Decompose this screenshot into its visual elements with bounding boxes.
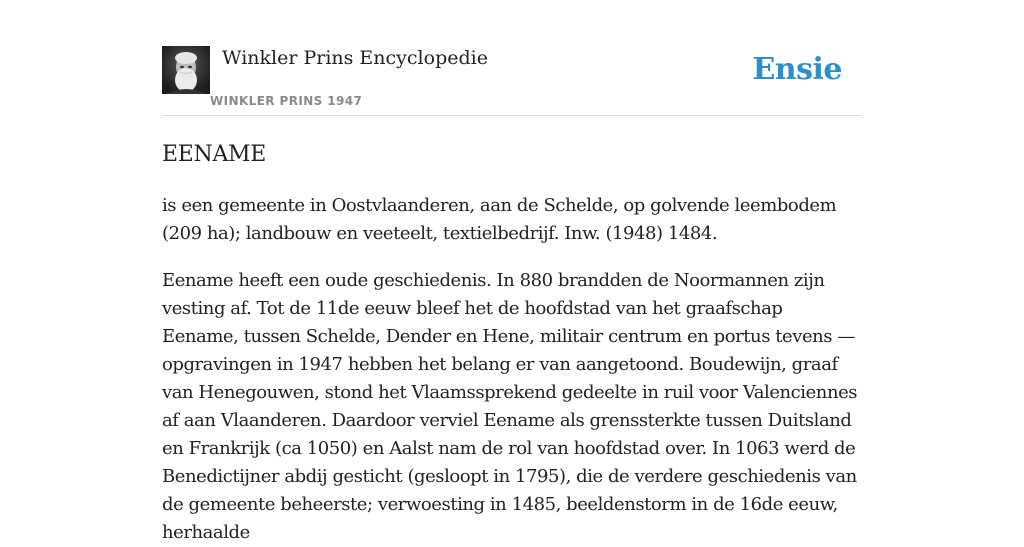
site-header bbox=[162, 46, 862, 116]
article-paragraph: is een gemeente in Oostvlaanderen, aan de Schelde, op golvende leembodem (209 ha); landbouw en veeteelt, textielbedrijf. Inw. (1948) 1484. bbox=[162, 195, 837, 244]
article bbox=[162, 140, 862, 547]
bearded-man-portrait-icon bbox=[162, 46, 210, 94]
article-paragraph: Eename heeft een oude geschiedenis. In 880 brandden de Noormannen zijn vesting af. Tot de 11de eeuw bleef het de hoofdstad van het graafschap Eename, tussen Schelde, Dender en Hene, militair centrum en portus tevens — opgravingen in 1947 hebben het belang er van aangetoond. Boudewijn, graaf van Henegouwen, stond het Vlaamssprekend gedeelte in ruil voor Valenciennes af aan Vlaanderen. Daardoor verviel Eename als grenssterkte tussen Duitsland en Frankrijk (ca 1050) en Aalst nam de rol van hoofdstad over. In 1063 werd de Benedictijner abdij gesticht (gesloopt in 1795), die de verdere geschiedenis van de gemeente beheerste; verwoesting in 1485, beeldenstorm in de 16de eeuw, herhaalde bbox=[162, 270, 858, 543]
article-title: EENAME bbox=[162, 142, 267, 167]
site-subtitle[interactable]: WINKLER PRINS 1947 bbox=[210, 94, 363, 108]
site-title[interactable]: Winkler Prins Encyclopedie bbox=[222, 47, 488, 69]
author-avatar[interactable] bbox=[162, 46, 210, 94]
brand-logo[interactable]: Ensie bbox=[752, 52, 842, 87]
